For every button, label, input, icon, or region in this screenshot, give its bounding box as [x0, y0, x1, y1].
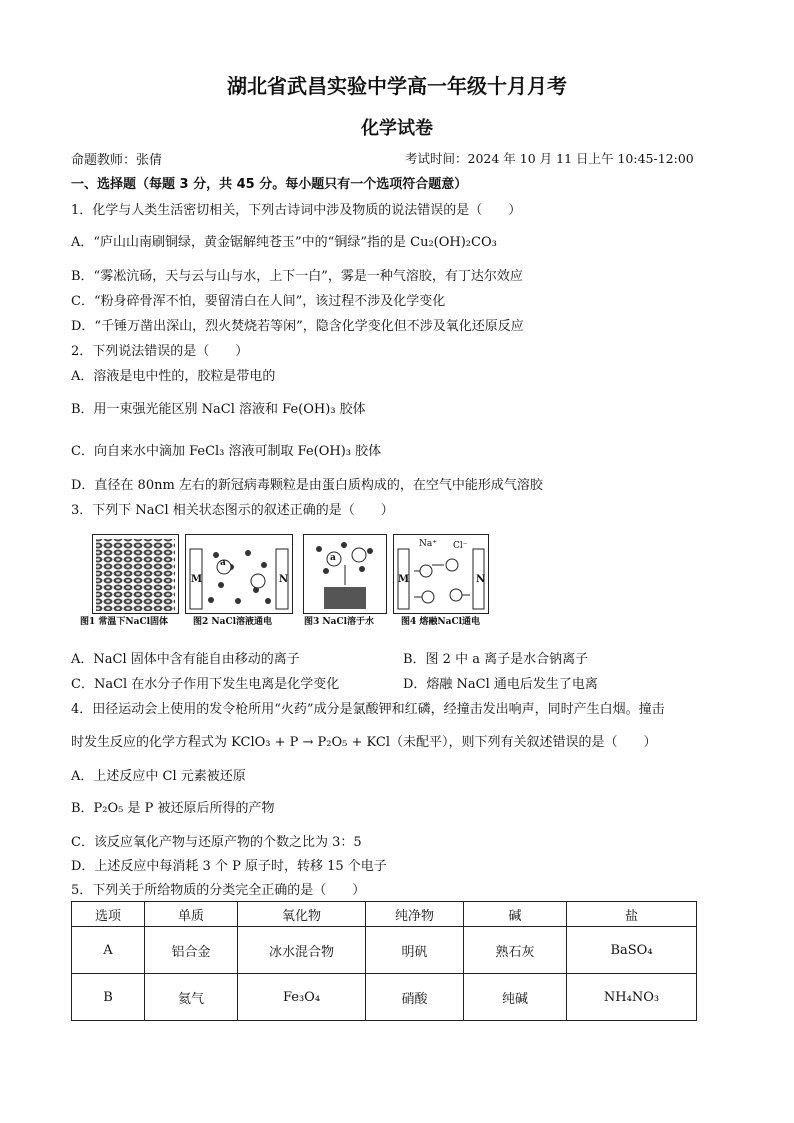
caption-fig2: 图2 NaCl溶液通电: [193, 617, 273, 627]
q2-option-b: B．用一束强光能区别 NaCl 溶液和 Fe(OH)₃ 胶体: [71, 402, 366, 417]
q1-stem: 1．化学与人类生活密切相关，下列古诗词中涉及物质的说法错误的是（ ）: [71, 203, 522, 218]
dissolving-drawing: [304, 535, 386, 613]
q1-option-a-text: A．“庐山山南刷铜绿，黄金锯解纯苍玉”中的“铜绿”指的是: [71, 235, 406, 250]
fig4-electrode-n: N: [476, 574, 486, 585]
header-cell: 碱: [464, 902, 567, 927]
table-cell: 熟石灰: [464, 927, 567, 974]
q4-stem-line1: 4．田径运动会上使用的发令枪所用“火药”成分是氯酸钾和红磷，经撞击发出响声，同时产生白烟。撞击: [71, 702, 665, 717]
q4-option-a: A．上述反应中 Cl 元素被还原: [71, 769, 246, 784]
table-row: [72, 974, 697, 1021]
caption-fig1: 图1 常温下NaCl固体: [80, 617, 169, 627]
q1-option-c: C．“粉身碎骨浑不怕，要留清白在人间”，该过程不涉及化学变化: [71, 294, 446, 309]
exam-time: 考试时间：2024 年 10 月 11 日上午 10:45-12:00: [405, 151, 694, 166]
table-cell: 冰水混合物: [238, 927, 366, 974]
caption-fig4: 图4 熔融NaCl通电: [401, 617, 481, 627]
header-cell: 盐: [567, 902, 697, 927]
fig2-electrode-n: N: [279, 574, 289, 585]
fig4-electrode-m: M: [398, 574, 410, 585]
lattice-drawing: [93, 535, 178, 613]
q3-option-c: C．NaCl 在水分子作用下发生电离是化学变化: [71, 677, 340, 692]
table-cell: A: [72, 927, 145, 974]
table-cell: BaSO₄: [567, 927, 697, 974]
fig4-cl-ion: Cl⁻: [453, 541, 468, 551]
caption-fig3: 图3 NaCl溶于水: [304, 617, 375, 627]
fig4-na-ion: Na⁺: [419, 539, 437, 549]
fig3-particle-a: a: [330, 553, 336, 563]
header-cell: 选项: [72, 902, 145, 927]
table-row: [72, 927, 697, 974]
q1-option-b: B．“雾凇沆砀，天与云与山与水，上下一白”，雾是一种气溶胶，有丁达尔效应: [71, 269, 523, 284]
table-cell: 明矾: [366, 927, 464, 974]
school-title: 湖北省武昌实验中学高一年级十月月考: [227, 74, 567, 98]
table-cell: 纯碱: [464, 974, 567, 1021]
fig2-particle-a: a: [220, 558, 226, 568]
q2-option-a: A．溶液是电中性的，胶粒是带电的: [71, 369, 276, 384]
author-line: 命题教师：张倩: [71, 153, 163, 168]
section-title: 一、选择题（每题 3 分，共 45 分。每小题只有一个选项符合题意）: [71, 177, 468, 192]
q2-option-d: D．直径在 80nm 左右的新冠病毒颗粒是由蛋白质构成的，在空气中能形成气溶胶: [71, 478, 543, 493]
q1-option-a-formula: Cu₂(OH)₂CO₃: [410, 235, 497, 250]
q3-stem: 3．下列下 NaCl 相关状态图示的叙述正确的是（ ）: [71, 503, 394, 518]
q4-option-b: B．P₂O₅ 是 P 被还原后所得的产物: [71, 801, 275, 816]
figure-3-nacl-dissolving: [303, 534, 387, 614]
figure-1-solid-nacl: [92, 534, 179, 614]
q3-option-d: D．熔融 NaCl 通电后发生了电离: [403, 677, 598, 692]
table-header-row: [72, 902, 697, 927]
q4-stem-line2: 时发生反应的化学方程式为 KClO₃ + P → P₂O₅ + KCl（未配平），则下列有关叙述错误的是（ ）: [71, 735, 657, 750]
table-cell: 铝合金: [145, 927, 238, 974]
header-cell: 单质: [145, 902, 238, 927]
table-cell: 氦气: [145, 974, 238, 1021]
paper-title: 化学试卷: [361, 118, 433, 139]
q1-option-a: [71, 231, 497, 250]
q4-option-d: D．上述反应中每消耗 3 个 P 原子时，转移 15 个电子: [71, 859, 387, 874]
q5-stem: 5．下列关于所给物质的分类完全正确的是（ ）: [71, 883, 366, 898]
table-cell: B: [72, 974, 145, 1021]
q3-option-b: B．图 2 中 a 离子是水合钠离子: [403, 652, 589, 667]
q1-option-d: D．“千锤万凿出深山，烈火焚烧若等闲”，隐含化学变化但不涉及氧化还原反应: [71, 319, 524, 334]
table-cell: NH₄NO₃: [567, 974, 697, 1021]
table-cell: 硝酸: [366, 974, 464, 1021]
q3-option-a: A．NaCl 固体中含有能自由移动的离子: [71, 652, 300, 667]
fig2-electrode-m: M: [191, 574, 203, 585]
classification-table: [71, 901, 697, 1021]
q2-option-c: C．向自来水中滴加 FeCl₃ 溶液可制取 Fe(OH)₃ 胶体: [71, 444, 382, 459]
header-cell: 纯净物: [366, 902, 464, 927]
header-cell: 氧化物: [238, 902, 366, 927]
q2-stem: 2．下列说法错误的是（ ）: [71, 344, 249, 359]
table-cell: Fe₃O₄: [238, 974, 366, 1021]
q4-option-c: C．该反应氧化产物与还原产物的个数之比为 3：5: [71, 835, 362, 850]
